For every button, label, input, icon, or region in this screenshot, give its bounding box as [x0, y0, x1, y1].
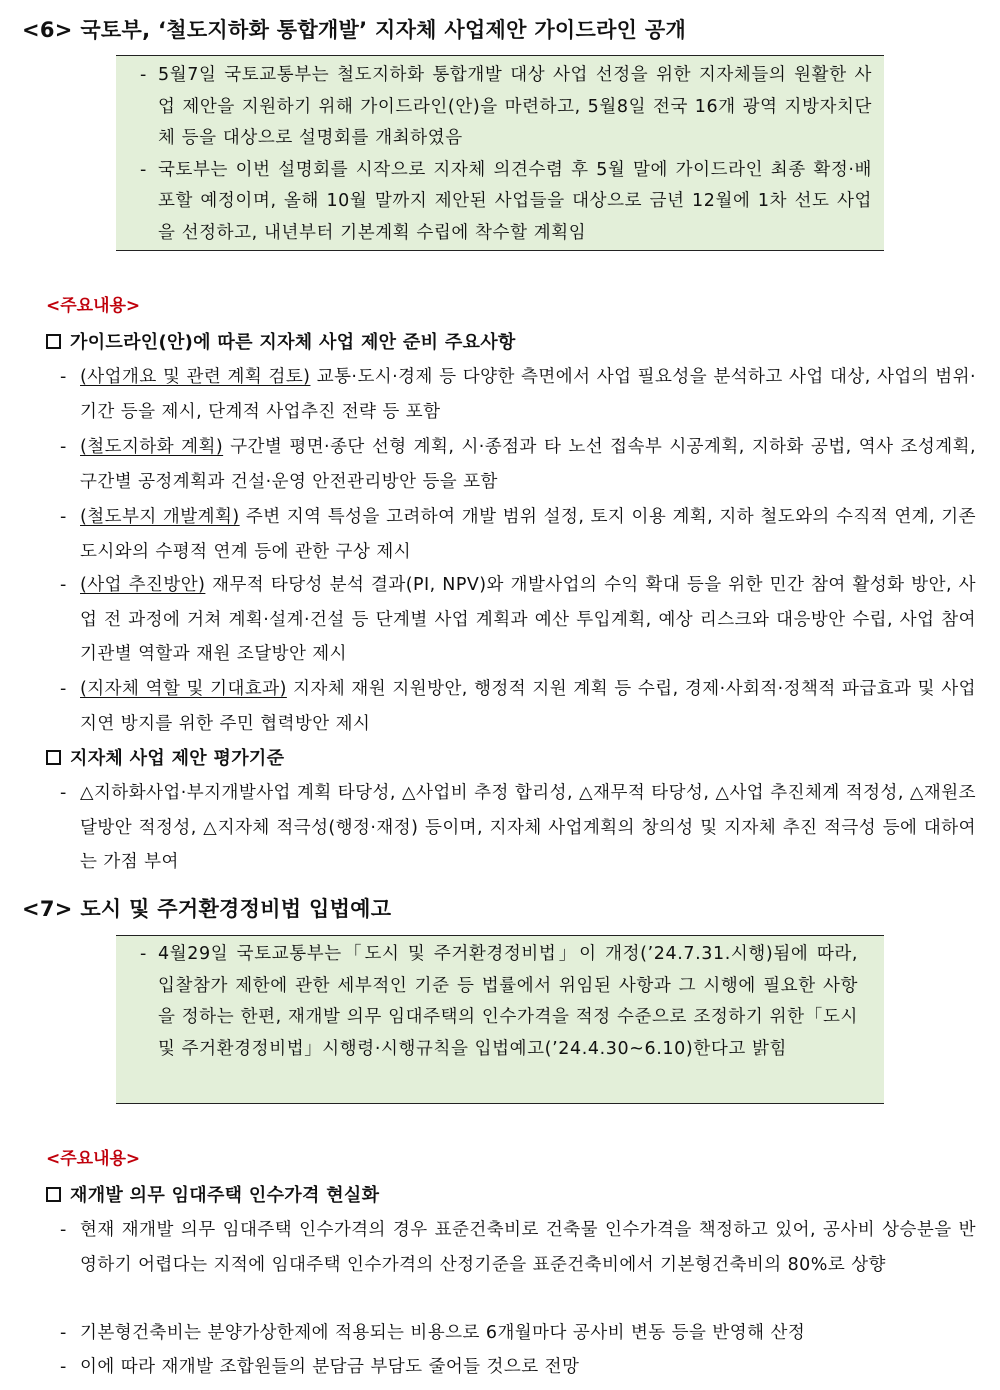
section6-summary-box: [116, 55, 884, 251]
item-text: 재무적 타당성 분석 결과(PI, NPV)와 개발사업의 수익 확대 등을 위한 민간 참여 활성화 방안, 사업 전 과정에 거쳐 계획·설계·건설 등 단계별 사업 계획과 예산 투입계획, 예상 리스크와 대응방안 수립, 사업 참여 기관별 역할과 재원 조달방안 제시: [80, 575, 977, 664]
section6-summary-item: - 국토부는 이번 설명회를 시작으로 지자체 의견수렴 후 5월 말에 가이드라인 최종 확정·배포할 예정이며, 올해 10월 말까지 제안된 사업들을 대상으로 금년 12월에 1차 선도 사업을 선정하고, 내년부터 기본계획 수립에 착수할 계획임: [138, 155, 872, 250]
section6-heading1: [46, 328, 516, 354]
section6-main-label: <주요내용>: [46, 296, 141, 316]
section7-heading1-text: 재개발 의무 임대주택 인수가격 현실화: [70, 1185, 380, 1206]
section6-heading2: [46, 744, 284, 770]
item-topic: (철도지하화 계획): [80, 437, 224, 457]
item-text: 구간별 평면·종단 선형 계획, 시·종점과 타 노선 접속부 시공계획, 지하화 공법, 역사 조성계획, 구간별 공정계획과 건설·운영 안전관리방안 등을 포함: [80, 437, 976, 492]
item-topic: (지자체 역할 및 기대효과): [80, 679, 287, 699]
square-bullet-icon: [46, 1187, 61, 1202]
section7-item: - 이에 따라 재개발 조합원들의 분담금 부담도 줄어들 것으로 전망: [58, 1350, 976, 1385]
item-text: 주변 지역 특성을 고려하여 개발 범위 설정, 토지 이용 계획, 지하 철도와의 수직적 연계, 기존 도시와의 수평적 연계 등에 관한 구상 제시: [80, 507, 976, 562]
square-bullet-icon: [46, 334, 61, 349]
section7-summary-item: - 4월29일 국토교통부는「도시 및 주거환경정비법」이 개정(’24.7.31.시행)됨에 따라, 입찰참가 제한에 관한 세부적인 기준 등 법률에서 위임된 사항과 그 시행에 필요한 사항을 정하는 한편, 재개발 의무 임대주택의 인수가격을 적정 수준으로 조정하기 위한「도시 및 주거환경정비법」시행령·시행규칙을 입법예고(’24.4.30~6.10)한다고 밝힘: [138, 939, 858, 1065]
section6-item: [58, 500, 976, 569]
section6-criteria: - △지하화사업·부지개발사업 계획 타당성, △사업비 추정 합리성, △재무적 타당성, △사업 추진체계 적정성, △재원조달방안 적정성, △지자체 적극성(행정·재정) 등이며, 지자체 사업계획의 창의성 및 지자체 추진 적극성 등에 대하여는 가점 부여: [58, 776, 976, 880]
section7-item: - 기본형건축비는 분양가상한제에 적용되는 비용으로 6개월마다 공사비 변동 등을 반영해 산정: [58, 1316, 976, 1351]
item-topic: (사업개요 및 관련 계획 검토): [80, 367, 311, 387]
item-text: 교통·도시·경제 등 다양한 측면에서 사업 필요성을 분석하고 사업 대상, 사업의 범위·기간 등을 제시, 단계적 사업추진 전략 등 포함: [80, 367, 976, 422]
section7-heading1: [46, 1181, 379, 1207]
section6-item: [58, 360, 976, 429]
section6-heading2-text: 지자체 사업 제안 평가기준: [70, 748, 285, 769]
section7-summary-box: [116, 935, 884, 1104]
section7-main-label: <주요내용>: [46, 1149, 141, 1169]
item-topic: (사업 추진방안): [80, 575, 206, 595]
section6-title: <6> 국토부, ‘철도지하화 통합개발’ 지자체 사업제안 가이드라인 공개: [22, 18, 687, 42]
section6-heading1-text: 가이드라인(안)에 따른 지자체 사업 제안 준비 주요사항: [70, 332, 516, 353]
section6-summary-item: - 5월7일 국토교통부는 철도지하화 통합개발 대상 사업 선정을 위한 지자체들의 원활한 사업 제안을 지원하기 위해 가이드라인(안)을 마련하고, 5월8일 전국 16개 광역 지방자치단체 등을 대상으로 설명회를 개최하였음: [138, 60, 872, 155]
item-text: 지자체 재원 지원방안, 행정적 지원 계획 등 수립, 경제·사회적·정책적 파급효과 및 사업 지연 방지를 위한 주민 협력방안 제시: [80, 679, 976, 734]
square-bullet-icon: [46, 750, 61, 765]
section6-item: [58, 568, 976, 672]
section6-item: [58, 430, 976, 499]
section6-item: [58, 672, 976, 741]
section7-title: <7> 도시 및 주거환경정비법 입법예고: [22, 897, 392, 921]
item-topic: (철도부지 개발계획): [80, 507, 240, 527]
section7-item: - 현재 재개발 의무 임대주택 인수가격의 경우 표준건축비로 건축물 인수가격을 책정하고 있어, 공사비 상승분을 반영하기 어렵다는 지적에 임대주택 인수가격의 산정기준을 표준건축비에서 기본형건축비의 80%로 상향: [58, 1213, 976, 1282]
